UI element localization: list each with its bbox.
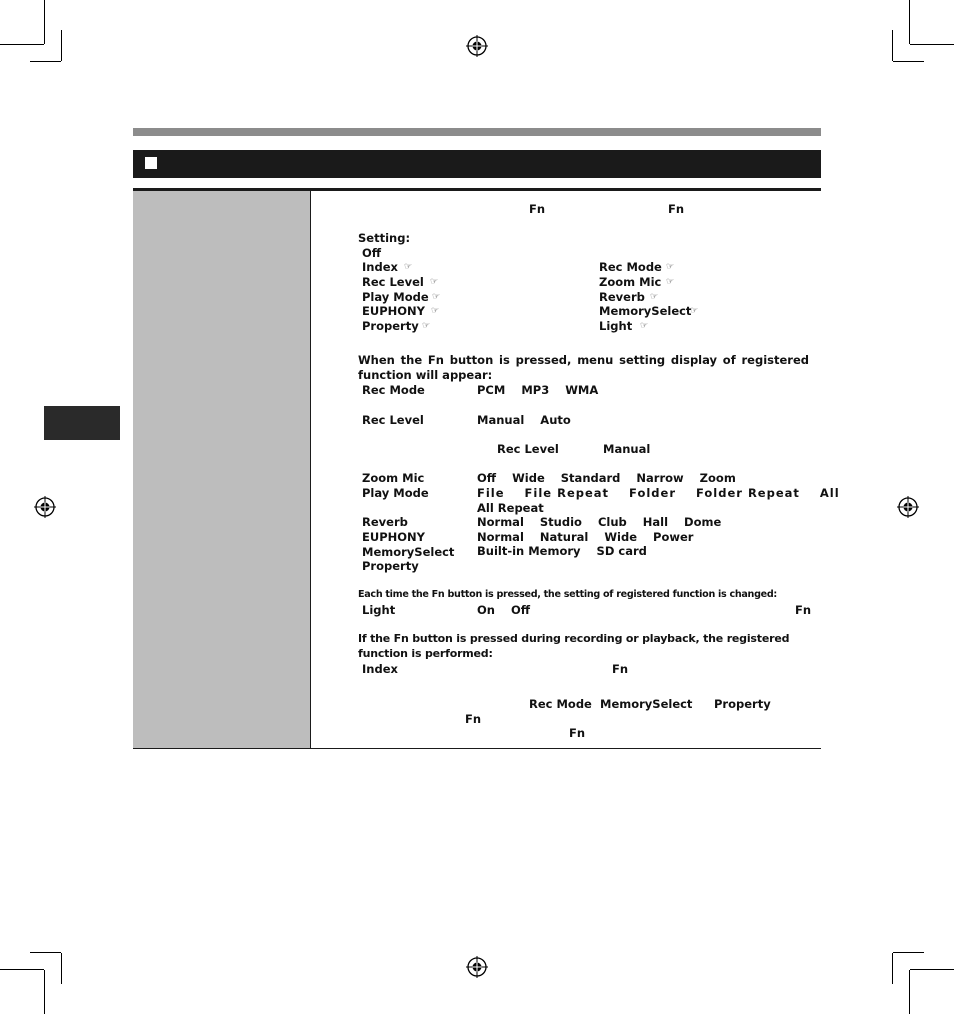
option-reverb: Reverb — [599, 290, 645, 304]
crop-mark — [44, 0, 45, 44]
reference-hand-icon: ☞ — [431, 306, 440, 316]
menu-row-name: EUPHONY — [362, 530, 425, 544]
light-row-name: Light — [362, 603, 396, 617]
menu-row-values: All Repeat — [477, 501, 544, 515]
menu-row-values: Normal Natural Wide Power — [477, 530, 694, 544]
reference-hand-icon: ☞ — [650, 292, 659, 302]
menu-row-values: Normal Studio Club Hall Dome — [477, 515, 722, 529]
menu-row-name: Reverb — [362, 515, 408, 529]
reference-hand-icon: ☞ — [666, 277, 675, 287]
menu-row-name: Rec Mode — [362, 383, 425, 397]
option-rec-level: Rec Level — [362, 275, 424, 289]
reference-hand-icon: ☞ — [404, 262, 413, 272]
crop-mark — [0, 969, 44, 970]
index-row-name: Index — [362, 662, 398, 676]
menu-display-heading: When the Fn button is pressed, menu setting display of registered function will appear: — [358, 353, 809, 382]
option-rec-mode: Rec Mode — [599, 260, 662, 274]
setting-heading: Setting: — [358, 231, 411, 245]
fn-label: Fn — [612, 662, 629, 676]
reference-hand-icon: ☞ — [666, 262, 675, 272]
menu-row-values: Off Wide Standard Narrow Zoom — [477, 471, 736, 485]
change-heading: Each time the Fn button is pressed, the setting of registered function is changed: — [358, 589, 777, 600]
perform-heading: If the Fn button is pressed during recording or playback, the registered function is performed: — [358, 632, 790, 660]
registration-mark-icon — [34, 496, 56, 518]
crop-mark — [893, 952, 924, 953]
registration-mark-icon — [897, 496, 919, 518]
crop-mark — [909, 970, 910, 1014]
option-off: Off — [362, 246, 382, 260]
chapter-tab — [44, 406, 120, 440]
option-zoom-mic: Zoom Mic — [599, 275, 662, 289]
crop-mark — [44, 970, 45, 1014]
menu-row-values: Manual Auto — [477, 413, 571, 427]
reference-hand-icon: ☞ — [432, 292, 441, 302]
section-title-bar — [133, 150, 821, 178]
option-euphony: EUPHONY — [362, 304, 425, 318]
rec-level-note-name: Rec Level — [497, 442, 559, 456]
menu-row-name: Play Mode — [362, 486, 429, 500]
registration-mark-icon — [466, 956, 488, 978]
crop-mark — [892, 953, 893, 984]
crop-mark — [910, 969, 954, 970]
fn-label: Fn — [465, 712, 482, 726]
menu-row-values: File File Repeat Folder Folder Repeat All — [477, 486, 840, 500]
fn-label: Fn — [668, 202, 685, 216]
crop-mark — [0, 44, 44, 45]
reference-hand-icon: ☞ — [690, 306, 699, 316]
square-bullet-icon — [145, 157, 157, 169]
menu-row-name: Zoom Mic — [362, 471, 425, 485]
crop-mark — [61, 953, 62, 984]
fn-label: Fn — [795, 603, 812, 617]
option-memory-select: MemorySelect — [599, 304, 692, 318]
crop-mark — [909, 0, 910, 44]
option-property: Property — [362, 319, 419, 333]
menu-row-name: MemorySelect — [362, 545, 455, 559]
option-play-mode: Play Mode — [362, 290, 429, 304]
crop-mark — [61, 30, 62, 61]
reference-hand-icon: ☞ — [430, 277, 439, 287]
menu-row-name: Rec Level — [362, 413, 424, 427]
header-rule — [133, 128, 821, 136]
option-light: Light — [599, 319, 633, 333]
crop-mark — [892, 30, 893, 61]
table-bottom-rule — [133, 748, 821, 749]
menu-row-name: Property — [362, 559, 419, 573]
registration-mark-icon — [466, 35, 488, 57]
note-property: Property — [714, 697, 771, 711]
crop-mark — [30, 952, 61, 953]
fn-label: Fn — [569, 726, 586, 740]
note-rec-mode: Rec Mode — [529, 697, 592, 711]
option-index: Index — [362, 260, 398, 274]
rec-level-note-value: Manual — [603, 442, 651, 456]
crop-mark — [910, 44, 954, 45]
table-divider — [310, 191, 311, 748]
reference-hand-icon: ☞ — [422, 321, 431, 331]
crop-mark — [30, 61, 61, 62]
menu-row-values: Built-in Memory SD card — [477, 544, 647, 558]
fn-label: Fn — [529, 202, 546, 216]
crop-mark — [893, 61, 924, 62]
menu-row-values: PCM MP3 WMA — [477, 383, 599, 397]
table-label-cell — [133, 191, 310, 748]
note-memory-select: MemorySelect — [600, 697, 693, 711]
reference-hand-icon: ☞ — [640, 321, 649, 331]
light-row-values: On Off — [477, 603, 531, 617]
